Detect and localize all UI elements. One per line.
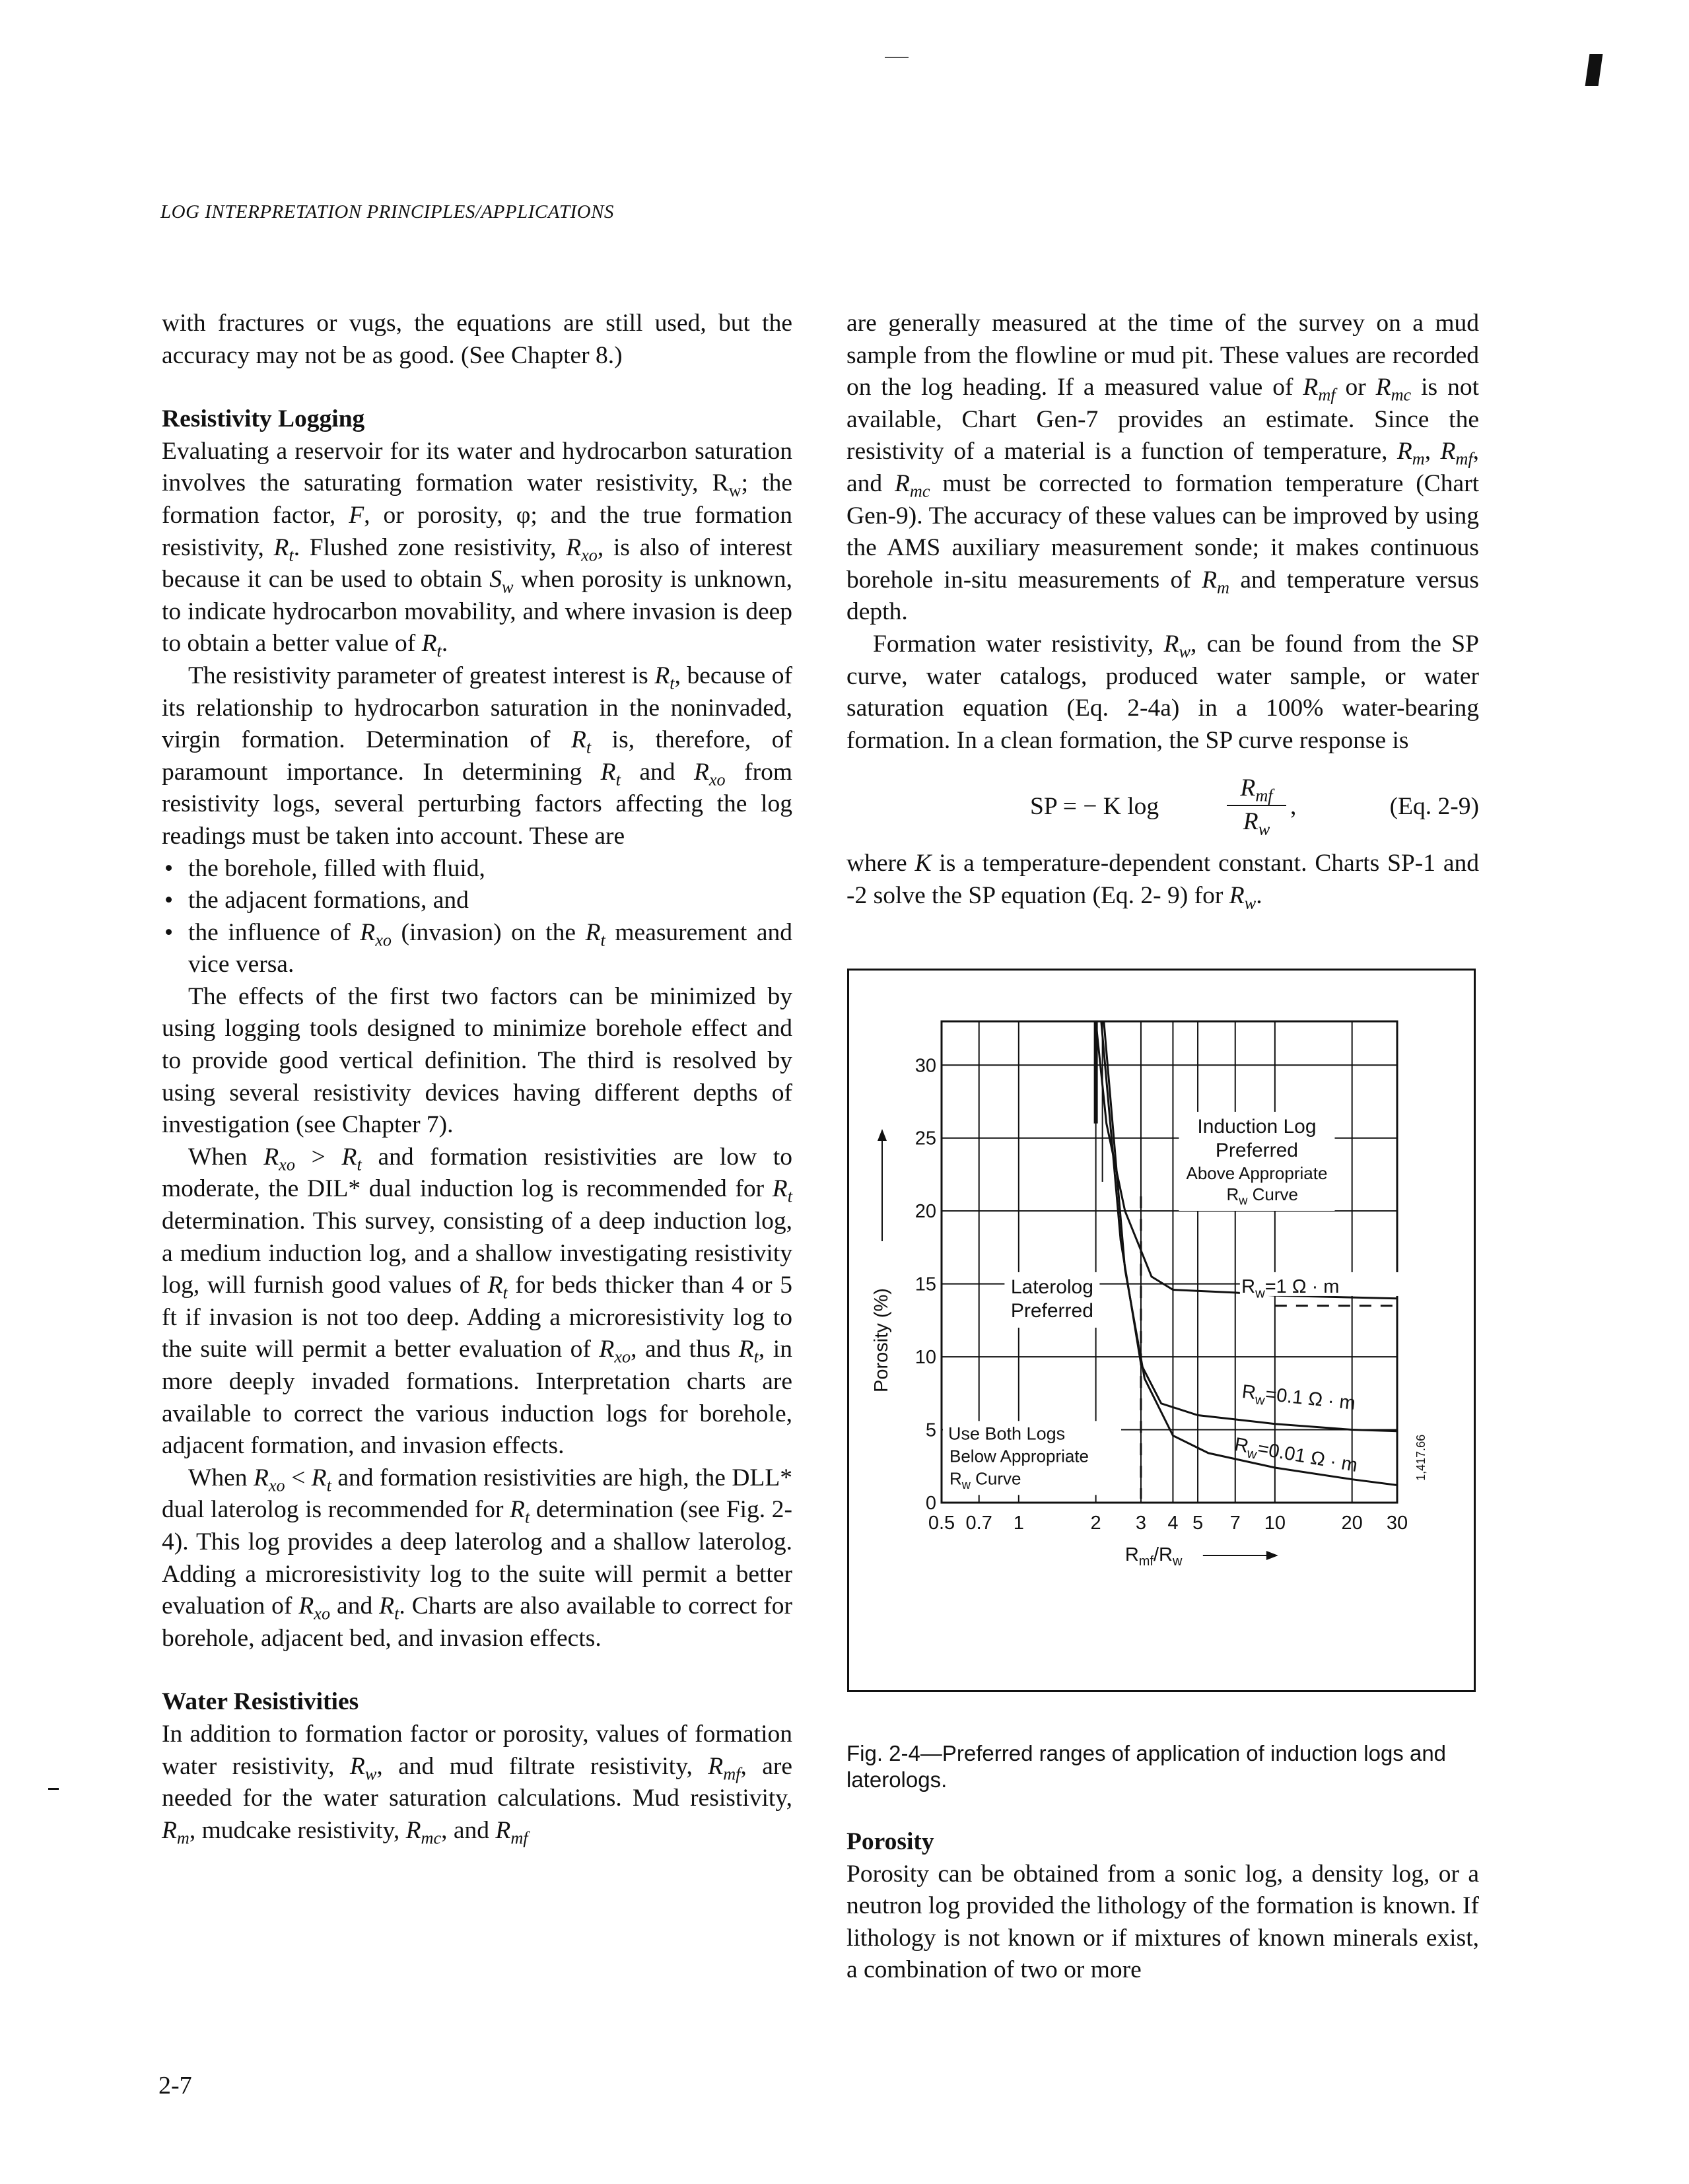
paragraph: Formation water resistivity, $R_w$, can be found from the SP curve, water catalogs, produced water sample, or water saturation equation (Eq. 2-4a) in a 100% water-bearing formation. In a clean formation, the SP curve response is xyxy=(846,630,1479,754)
paragraph: Evaluating a reservoir for its water and hydrocarbon saturation involves the saturating formation water resistivity, $R_w$; the formation factor, F, or porosity, φ; and the true formation resistivity, $R_t$. Flushed zone resistivity, $R_{xo}$, is also of interest because it can be used to obtain $S_w$ when porosity is unknown, to indicate hydrocarbon movability, and where invasion is deep to obtain a better value of $R_t$. xyxy=(162,437,793,661)
list-item: • the adjacent formations, and xyxy=(162,885,792,917)
section-heading-water: Water Resistivities xyxy=(162,1688,359,1716)
x-tick-label: 7 xyxy=(1229,1513,1241,1534)
y-tick-label: 30 xyxy=(914,1055,936,1077)
x-tick-label: 2 xyxy=(1090,1513,1101,1534)
induction-label-line1: Induction Log xyxy=(1197,1115,1317,1138)
y-tick-label: 0 xyxy=(925,1493,936,1514)
right-column-lower xyxy=(846,1826,1479,1987)
right-column xyxy=(846,308,1479,912)
running-header: LOG INTERPRETATION PRINCIPLES/APPLICATIONS xyxy=(160,201,614,222)
equation-denominator: $R_w$ xyxy=(1243,807,1270,839)
figure-caption: Fig. 2-4—Preferred ranges of application of induction logs and laterologs. xyxy=(846,1741,1447,1792)
x-tick-label: 5 xyxy=(1192,1513,1204,1534)
right-column-lower-body xyxy=(846,1826,1479,1987)
x-tick-label: 30 xyxy=(1386,1513,1408,1534)
y-tick-label: 10 xyxy=(914,1347,936,1369)
induction-label-line4: $R_w$ Curve xyxy=(1226,1184,1298,1208)
paragraph: Porosity can be obtained from a sonic log, a density log, or a neutron log provided the lithology of the formation is known. If lithology is not known or if mixtures of known minerals exist, a combination of two or more xyxy=(846,1860,1479,1984)
equation-2-9 xyxy=(846,768,1479,841)
page-number: 2-7 xyxy=(158,2072,192,2099)
y-axis-label: Porosity (%) xyxy=(871,1288,892,1392)
paragraph: where K is a temperature-dependent constant. Charts SP-1 and -2 solve the SP equation (Eq. 2- 9) for $R_w$. xyxy=(846,850,1479,913)
paragraph: are generally measured at the time of the survey on a mud sample from the flowline or mud pit. These values are recorded on the log heading. If a measured value of $R_{mf}$ or $R_{mc}$ is not available, Chart Gen-7 provides an estimate. Since the resistivity of a material is a function of temperature, $R_m$, $R_{mf}$, and $R_{mc}$ must be corrected to formation temperature (Chart Gen-9). The accuracy of these values can be improved by using the AMS auxiliary measurement sonde; it makes continuous borehole in-situ measurements of $R_m$ and temperature versus depth. xyxy=(846,310,1479,626)
x-tick-label: 3 xyxy=(1135,1513,1147,1534)
section-heading-resistivity: Resistivity Logging xyxy=(162,405,365,433)
x-tick-label: 0.5 xyxy=(928,1513,955,1534)
figure-id: 1,417.66 xyxy=(1414,1434,1428,1481)
list-item: • the borehole, filled with fluid, xyxy=(162,853,792,885)
equation-numerator: $R_{mf}$ xyxy=(1227,772,1286,806)
paragraph: with fractures or vugs, the equations are still used, but the accuracy may not be as good. (See Chapter 8.) xyxy=(162,310,792,369)
list-item: • the influence of $R_{xo}$ (invasion) on the $R_t$ measurement and vice versa. xyxy=(162,917,792,981)
rw01-label: $R_w=0.1$ Ω · m xyxy=(1241,1381,1357,1414)
paragraph: When $R_{xo} > R_t$ and formation resistivities are low to moderate, the DIL* dual induction log is recommended for $R_t$ determination. This survey, consisting of a deep induction log, a medium induction log, and a shallow investigating resistivity log, will furnish good values of $R_t$ for beds thicker than 4 or 5 ft if invasion is not too deep. Adding a microresistivity log to the suite will permit a better evaluation of $R_{xo}$, and thus $R_t$, in more deeply invaded formations. Interpretation charts are available to correct the various induction logs for borehole, adjacent formation, and invasion effects. xyxy=(162,1143,792,1460)
y-tick-label: 25 xyxy=(914,1128,936,1149)
equation-comma: , xyxy=(1290,793,1297,821)
x-tick-label: 4 xyxy=(1167,1513,1179,1534)
x-tick-label: 10 xyxy=(1264,1513,1286,1534)
both-logs-label-line1: Use Both Logs xyxy=(948,1423,1066,1444)
rw1-label: $R_w=1$ Ω · m xyxy=(1241,1276,1340,1301)
paragraph: The resistivity parameter of greatest interest is $R_t$, because of its relationship to hydrocarbon saturation in the noninvaded, virgin formation. Determination of $R_t$ is, therefore, of paramount importance. In determining $R_t$ and $R_{xo}$ from resistivity logs, several perturbing factors affecting the log readings must be taken into account. These are xyxy=(162,662,792,850)
scan-mark-corner xyxy=(1585,54,1603,86)
x-axis-label: $R_{mf}/R_w$ xyxy=(1124,1544,1183,1569)
figure-2-4-frame xyxy=(847,969,1476,1692)
paragraph: In addition to formation factor or porosity, values of formation water resistivity, $R_w$, and mud filtrate resistivity, $R_{mf}$, are needed for the water saturation calculations. Mud resistivity, $R_m$, mudcake resistivity, $R_{mc}$, and $R_{mf}$ xyxy=(162,1720,792,1848)
y-axis-arrow-head xyxy=(878,1129,887,1141)
left-column xyxy=(162,308,792,1847)
induction-label-line2: Preferred xyxy=(1215,1139,1298,1161)
y-tick-label: 5 xyxy=(925,1419,936,1441)
both-logs-label-line3: $R_w$ Curve xyxy=(949,1468,1021,1491)
figure-2-4-chart xyxy=(849,971,1474,1690)
rw-curve-2 xyxy=(1101,1021,1397,1431)
x-tick-label: 20 xyxy=(1341,1513,1363,1534)
rw001-label: $R_w=0.01$ Ω · m xyxy=(1233,1433,1360,1477)
both-logs-label-line2: Below Appropriate xyxy=(949,1446,1089,1466)
laterolog-label-line2: Preferred xyxy=(1010,1299,1093,1322)
x-tick-label: 1 xyxy=(1013,1513,1024,1534)
equation-lhs: SP = − K log xyxy=(1030,793,1159,821)
paragraph: When $R_{xo} < R_t$ and formation resistivities are high, the DLL* dual laterolog is recommended for $R_t$ determination (see Fig. 2-4). This log provides a deep laterolog and a shallow laterolog. Adding a microresistivity log to the suite will permit a better evaluation of $R_{xo}$ and $R_t$. Charts are also available to correct for borehole, adjacent bed, and invasion effects. xyxy=(162,1464,792,1652)
laterolog-label-line1: Laterolog xyxy=(1010,1276,1093,1298)
equation-fraction xyxy=(1227,772,1286,838)
rw-curve-3 xyxy=(1104,1021,1397,1485)
margin-mark xyxy=(48,1788,59,1790)
y-tick-label: 15 xyxy=(914,1274,936,1295)
section-heading-porosity: Porosity xyxy=(846,1828,934,1855)
y-tick-label: 20 xyxy=(914,1201,936,1223)
paragraph: The effects of the first two factors can be minimized by using logging tools designed to minimize borehole effect and to provide good vertical definition. The third is resolved by using several resistivity devices having different depths of investigation (see Chapter 7). xyxy=(162,982,792,1139)
induction-label-line3: Above Appropriate xyxy=(1186,1163,1328,1183)
x-tick-label: 0.7 xyxy=(965,1513,992,1534)
x-axis-arrow-head xyxy=(1266,1551,1278,1560)
factor-list xyxy=(162,853,792,981)
scan-mark-top xyxy=(885,57,909,58)
equation-label: (Eq. 2-9) xyxy=(1389,793,1479,821)
